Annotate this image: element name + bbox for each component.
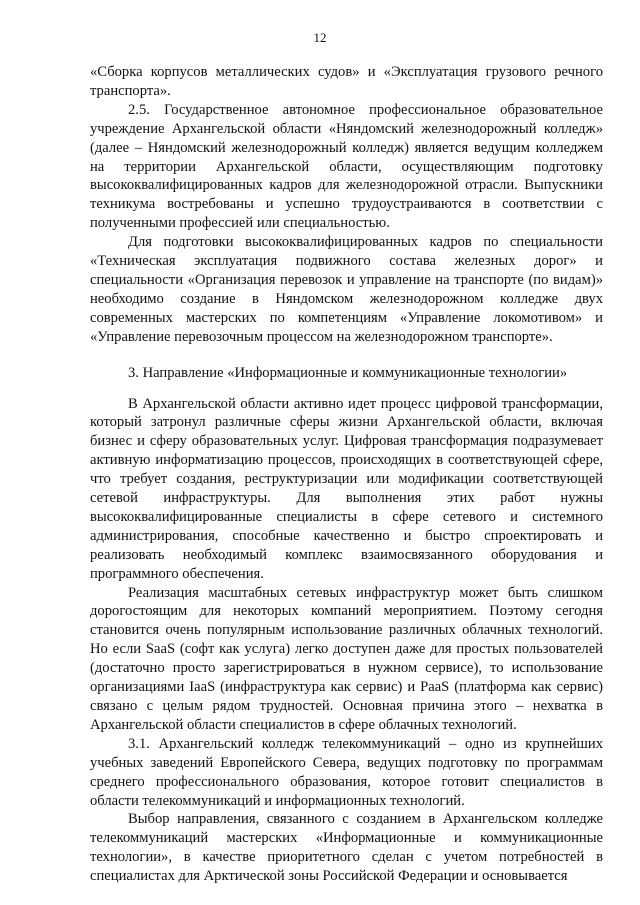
paragraph-workshops: Для подготовки высококвалифицированных кадров по специальности «Техническая эксплуатация подвижного состава железных дорог» и специальности «Организация перевозок и управление на транспорте (по видам)» необходимо создание в Няндомском железнодорожном колледже двух современных мастерских по компетенциям «Управление локомотивом» и «Управление перевозочным процессом на железнодорожном транспорте». — [90, 234, 603, 345]
paragraph-3-1-telecom-college: 3.1. Архангельский колледж телекоммуникаций – одно из крупнейших учебных заведений Европейского Севера, ведущих подготовку по программам среднего профессионального образования, которое готовит специалистов в области телекоммуникаций и информационных технологий. — [90, 735, 603, 809]
page-number: 12 — [313, 30, 327, 45]
paragraph-digital-transformation: В Архангельской области активно идет процесс цифровой трансформации, который затронул различные сферы жизни Архангельской области, включая бизнес и сферу образовательных услуг. Цифровая трансформация подразумевает активную информатизацию процессов, происходящих в соответствующей сфере, что требует создания, реструктуризации или модификации соответствующей сетевой инфраструктуры. Для выполнения этих работ нужны высококвалифицированные специалисты в сфере сетевого и системного администрирования, способные качественно и быстро спроектировать и реализовать необходимый комплекс взаимосвязанного оборудования и программного обеспечения. — [90, 395, 603, 582]
paragraph-continuation: «Сборка корпусов металлических судов» и «Эксплуатация грузового речного транспорта». — [90, 64, 603, 99]
paragraph-cloud-technologies: Реализация масштабных сетевых инфраструктур может быть слишком дорогостоящим для некоторых компаний мероприятием. Поэтому сегодня становится очень популярным использование различных облачных технологий. Но если SaaS (софт как услуга) легко доступен даже для простых пользователей (достаточно просто зарегистрироваться в нужном сервисе), то использование организациями IaaS (инфраструктура как сервис) и PaaS (платформа как сервис) связано с целым рядом трудностей. Основная причина этого – нехватка в Архангельской области специалистов в сфере облачных технологий. — [90, 584, 603, 733]
paragraph-2-5-railway-college: 2.5. Государственное автономное профессиональное образовательное учреждение Архангельской области «Няндомский железнодорожный колледж» (далее – Няндомский железнодорожный колледж) является ведущим колледжем на территории Архангельской области, осуществляющим подготовку высококвалифицированных кадров для железнодорожной отрасли. Выпускники техникума востребованы и успешно трудоустраиваются в соответствии с полученными профессией или специальностью. — [90, 101, 603, 232]
document-body — [90, 63, 603, 886]
section-heading: 3. Направление «Информационные и коммуникационные технологии» — [128, 364, 568, 381]
paragraph-direction-choice: Выбор направления, связанного с созданием в Архангельском колледже телекоммуникаций мастерских «Информационные и коммуникационные технологии», в качестве приоритетного сделан с учетом потребностей в специалистах для Арктической зоны Российской Федерации и основывается — [90, 811, 603, 885]
